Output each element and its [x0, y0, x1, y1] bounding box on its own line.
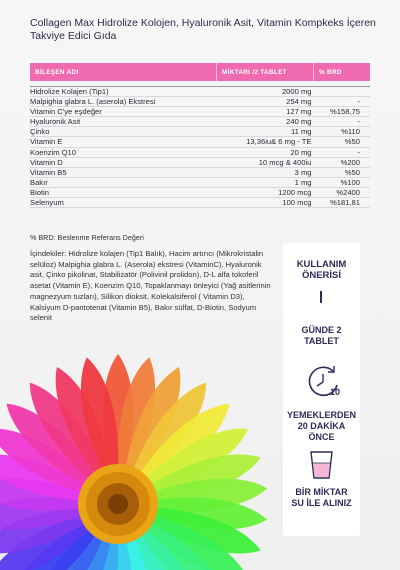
row-ingredient-name: Malpighia glabra L. (aserola) Ekstresi [30, 97, 217, 107]
row-brd: %110 [314, 127, 371, 137]
clock-timer-icon [303, 361, 343, 401]
table-row [30, 117, 370, 127]
row-brd [314, 87, 371, 97]
row-brd: %100 [314, 177, 371, 187]
usage-panel [283, 243, 360, 536]
table-row [30, 137, 370, 147]
nutrition-table [30, 63, 370, 208]
row-amount: 1200 mcg [217, 187, 314, 197]
row-ingredient-name: Vitamin E [30, 137, 217, 147]
row-ingredient-name: Bakır [30, 177, 217, 187]
row-brd: %200 [314, 157, 371, 167]
row-amount: 11 mg [217, 127, 314, 137]
header-amount: MİKTARI /2 TABLET [217, 63, 314, 81]
row-ingredient-name: Vitamin B5 [30, 167, 217, 177]
table-row [30, 198, 370, 208]
table-row [30, 87, 370, 97]
row-amount: 127 mg [217, 107, 314, 117]
row-ingredient-name: Hidrolize Kolajen (Tip1) [30, 87, 217, 97]
timing-line3: ÖNCE [308, 432, 335, 442]
row-ingredient-name: Biotin [30, 187, 217, 197]
table-row [30, 167, 370, 177]
header-brd: % BRD [314, 63, 371, 81]
row-brd: %50 [314, 167, 371, 177]
row-brd: %2400 [314, 187, 371, 197]
row-brd: - [314, 147, 371, 157]
row-amount: 3 mg [217, 167, 314, 177]
header-ingredient-name: BİLEŞEN ADI [30, 63, 217, 81]
water-line1: BİR MİKTAR [295, 487, 348, 497]
row-ingredient-name: Vitamin C'ye eşdeğer [30, 107, 217, 117]
product-title: Collagen Max Hidrolize Kolojen, Hyaluronik Asit, Vitamin Kompkeks İçeren Takviye Edici Gıda [30, 17, 376, 42]
table-row [30, 97, 370, 107]
row-amount: 1 mg [217, 177, 314, 187]
dose-line1: GÜNDE 2 [301, 325, 342, 335]
row-amount: 13,36iu& 6 mg - TE [217, 137, 314, 147]
table-row [30, 107, 370, 117]
ingredients-text: İçindekiler: Hidrolize kolajen (Tip1 Balık), Hacim artırıcı (Mikrokristalin selüloz) Malpighia glabra L. (Aserola) ekstresi (VitaminC), Hyaluronik asit, Çinko pikolinat, Stabilizatör (Polivinil prolidon), D-L alfa tokoferil asetat (Vitamin E), Koenzim Q10, Topaklanmayı önleyici (Yağ asitlerinin magnezyum tuzları), Silikon dioksit, Kolekalsiferol ( Vitamin D3), Kalsiyum D-pantotenat (Vitamin B5), Bakır sülfat, D-Biotin, Sodyum selenit [30, 249, 271, 323]
row-ingredient-name: Hyaluronik Asit [30, 117, 217, 127]
row-brd: - [314, 97, 371, 107]
timing-line2: 20 DAKİKA [297, 421, 346, 431]
row-ingredient-name: Koenzim Q10 [30, 147, 217, 157]
timing-line1: YEMEKLERDEN [286, 410, 356, 420]
row-amount: 240 mg [217, 117, 314, 127]
row-amount: 254 mg [217, 97, 314, 107]
row-amount: 2000 mg [217, 87, 314, 97]
table-row [30, 187, 370, 197]
row-ingredient-name: Vitamin D [30, 157, 217, 167]
row-brd: %158,75 [314, 107, 371, 117]
table-body [30, 87, 370, 208]
table-row [30, 177, 370, 187]
row-brd: %50 [314, 137, 371, 147]
row-brd: - [314, 117, 371, 127]
usage-heading-line2: ÖNERİSİ [301, 270, 342, 281]
row-amount: 20 mg [217, 147, 314, 157]
table-row [30, 127, 370, 137]
table-header-row [30, 63, 370, 81]
water-glass-icon [308, 449, 335, 481]
row-amount: 10 mcg & 400iu [217, 157, 314, 167]
row-ingredient-name: Selenyum [30, 198, 217, 208]
usage-heading-line1: KULLANIM [296, 259, 347, 270]
divider-bar [320, 291, 322, 303]
row-amount: 100 mcg [217, 198, 314, 208]
reference-note: % BRD: Beslenme Referans Değeri [30, 233, 144, 242]
dose-line2: TABLET [304, 336, 339, 346]
row-brd: %181,81 [314, 198, 371, 208]
row-ingredient-name: Çinko [30, 127, 217, 137]
flower-illustration [0, 326, 280, 570]
table-row [30, 147, 370, 157]
table-row [30, 157, 370, 167]
water-line2: SU İLE ALINIZ [291, 498, 352, 508]
timer-number: 10 [329, 387, 341, 397]
